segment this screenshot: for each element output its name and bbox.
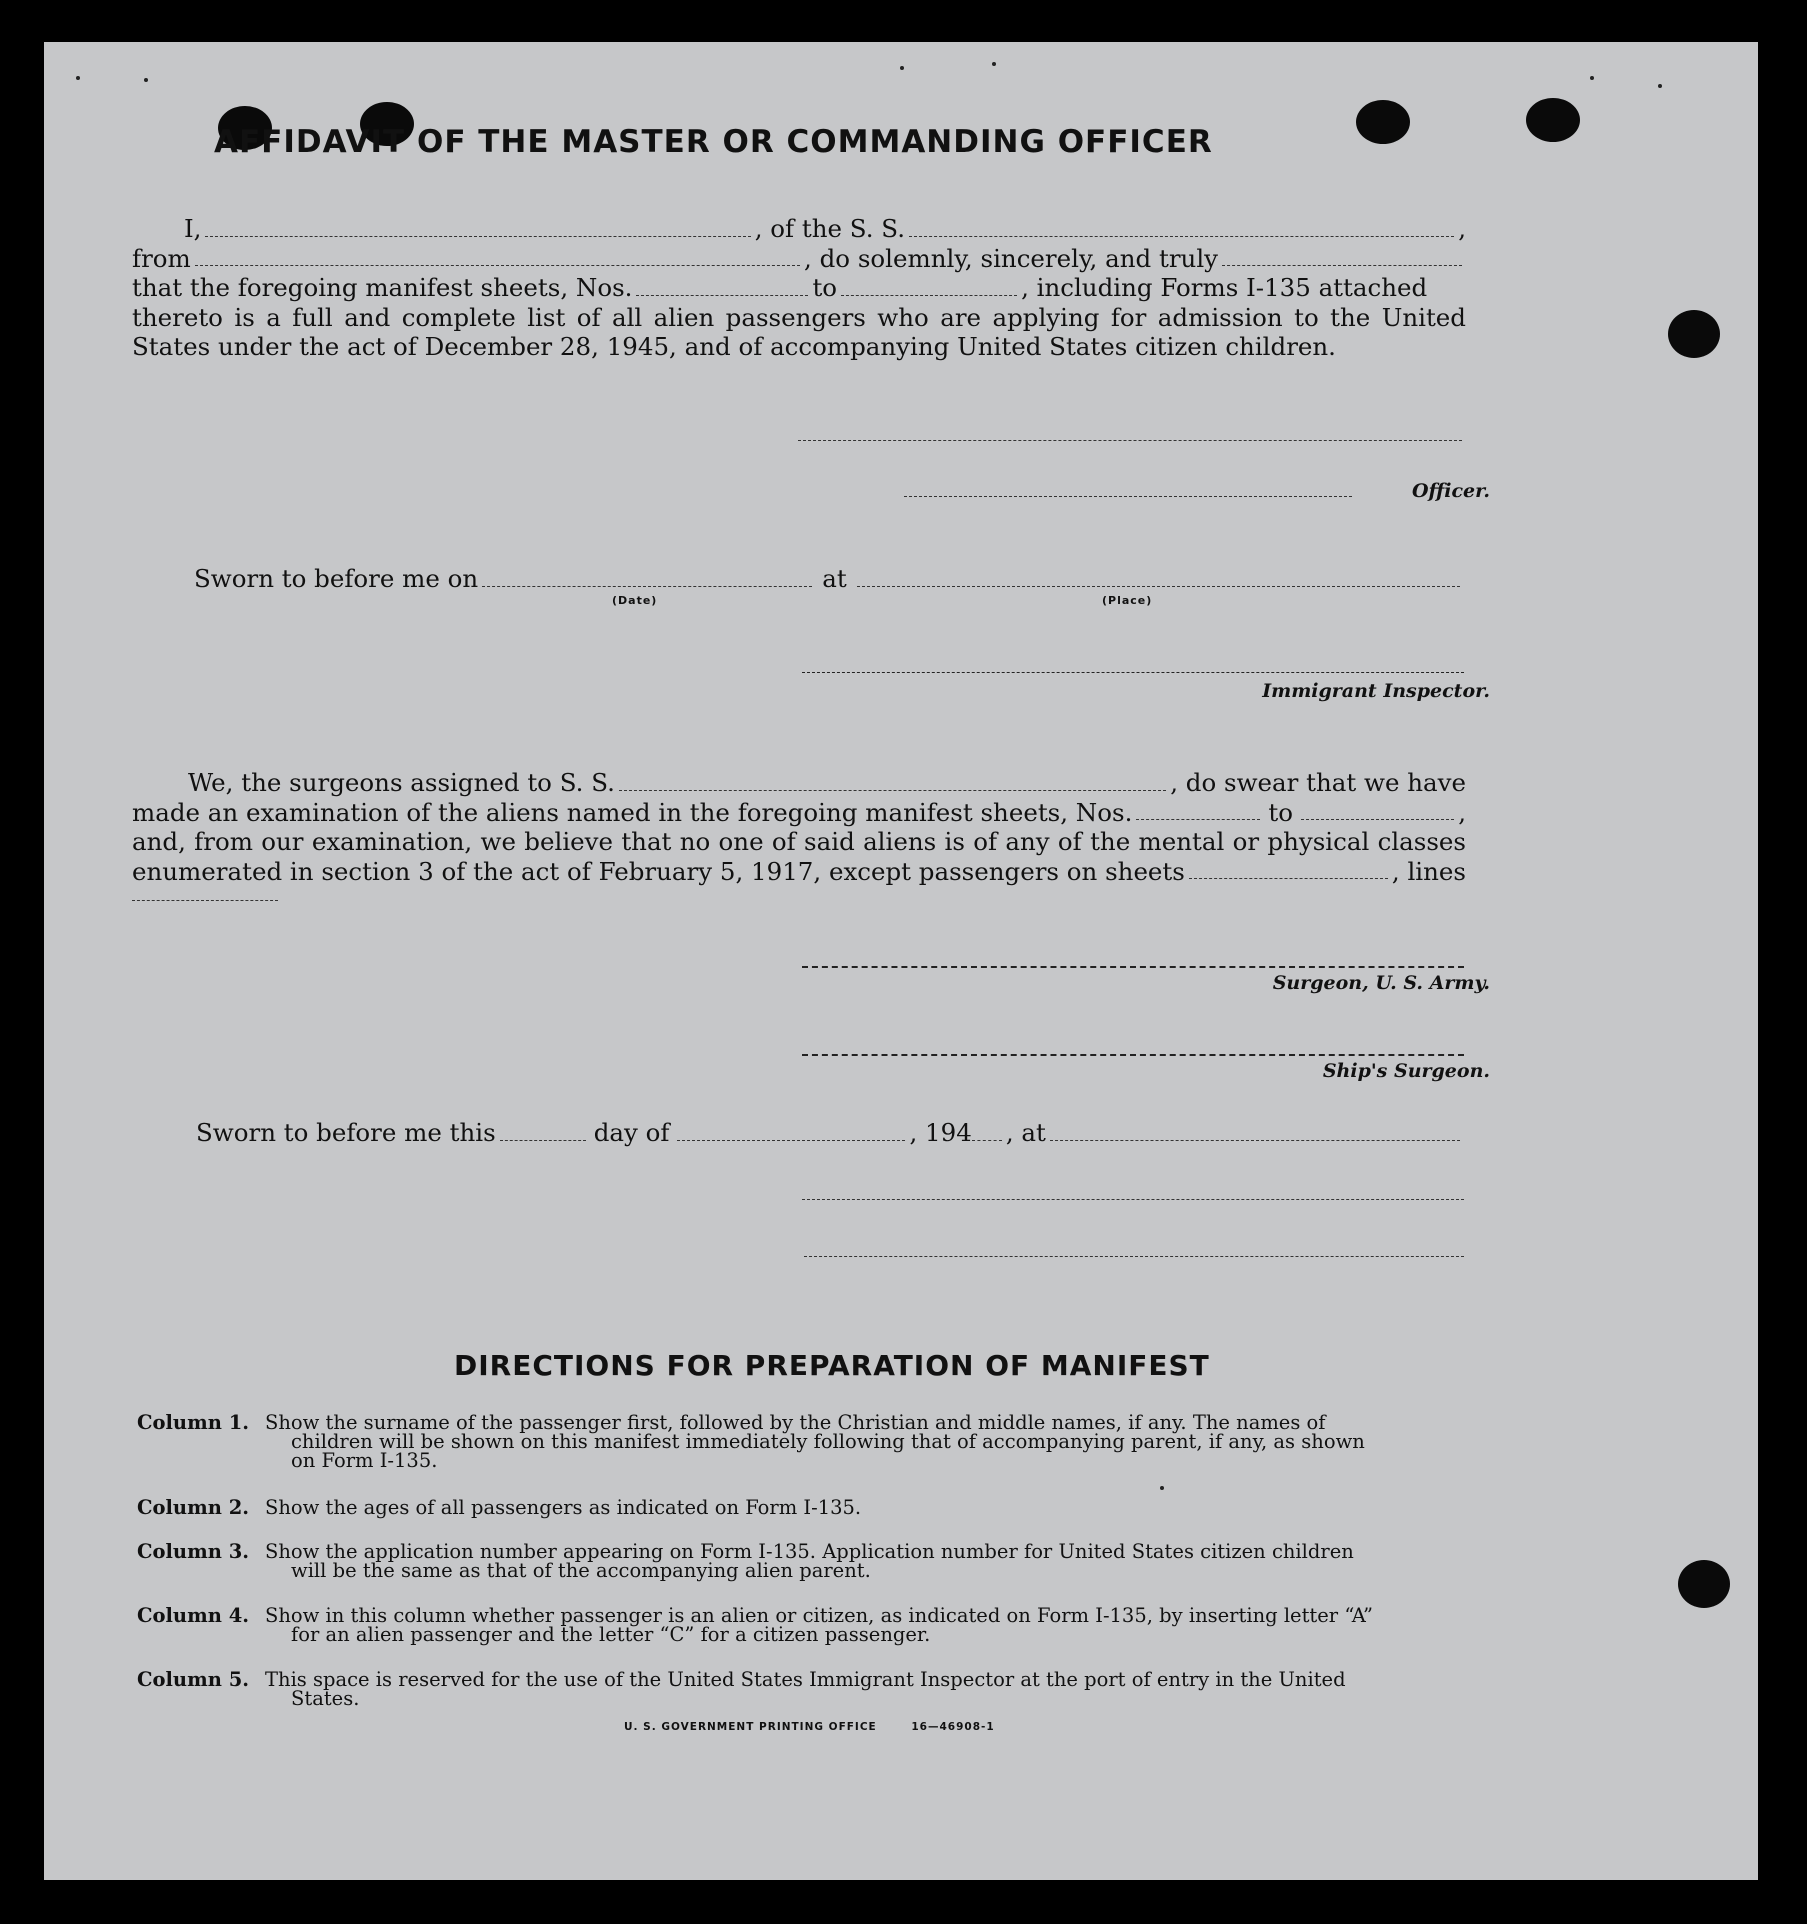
text: I, — [184, 214, 202, 243]
text: Sworn to before me this — [196, 1118, 496, 1147]
day-blank[interactable] — [500, 1140, 586, 1141]
speck — [900, 66, 904, 70]
column-label: Column 5. — [137, 1668, 250, 1691]
text: made an examination of the aliens named in the foregoing manifest sheets, Nos. — [132, 797, 1133, 827]
place-blank[interactable] — [857, 586, 1460, 587]
direction-text: States. — [291, 1687, 360, 1710]
direction-text: This space is reserved for the use of the United States Immigrant Inspector at the port of entry in the United — [265, 1668, 1346, 1691]
month-blank[interactable] — [677, 1140, 905, 1141]
place-caption: (Place) — [1102, 594, 1153, 607]
text: , including Forms I-135 attached — [1021, 273, 1428, 302]
sworn-place-blank[interactable] — [1050, 1140, 1460, 1141]
direction-item — [137, 1670, 1477, 1708]
printer-name: U. S. GOVERNMENT PRINTING OFFICE — [624, 1721, 877, 1733]
ship-surgeon-label: Ship's Surgeon. — [1322, 1060, 1490, 1082]
speck — [144, 78, 148, 82]
direction-item — [137, 1542, 1477, 1580]
text: Sworn to before me on — [194, 564, 479, 593]
officer-label: Officer. — [1411, 480, 1490, 502]
oath-blank[interactable] — [1222, 265, 1462, 266]
text: , lines — [1391, 856, 1466, 886]
officer-signature-line[interactable] — [798, 440, 1462, 441]
direction-text: on Form I-135. — [291, 1449, 438, 1472]
lines-blank[interactable] — [132, 900, 278, 901]
directions-title: DIRECTIONS FOR PREPARATION OF MANIFEST — [454, 1349, 1210, 1382]
text: , of the S. S. — [754, 214, 905, 243]
sheet-to-blank[interactable] — [841, 295, 1017, 296]
text: day of — [593, 1118, 670, 1147]
year-blank[interactable] — [972, 1140, 1002, 1141]
ship-name-blank[interactable] — [909, 236, 1454, 237]
date-caption: (Date) — [612, 594, 658, 607]
direction-text: for an alien passenger and the letter “C” for a citizen passenger. — [291, 1623, 931, 1646]
column-label: Column 2. — [137, 1496, 250, 1519]
speck — [1590, 76, 1594, 80]
text: that the foregoing manifest sheets, Nos. — [132, 273, 633, 302]
army-surgeon-signature-line[interactable] — [802, 966, 1464, 968]
inspector-signature-line[interactable] — [802, 672, 1464, 673]
text: , do solemnly, sincerely, and truly — [804, 243, 1218, 273]
text: to — [1268, 797, 1293, 827]
official-signature-line[interactable] — [802, 1199, 1464, 1200]
direction-item — [137, 1413, 1477, 1470]
officer-title-line[interactable] — [904, 496, 1352, 497]
date-blank[interactable] — [482, 586, 812, 587]
text: to — [812, 273, 838, 302]
text: , at — [1005, 1118, 1046, 1147]
speck — [992, 62, 996, 66]
sheet-from-blank[interactable] — [636, 295, 808, 296]
direction-text: will be the same as that of the accompanying alien parent. — [291, 1559, 871, 1582]
speck — [1658, 84, 1662, 88]
official-title-line[interactable] — [804, 1256, 1464, 1257]
punch-hole — [1678, 1560, 1730, 1608]
text: enumerated in section 3 of the act of February 5, 1917, except passengers on sheets — [132, 856, 1185, 886]
inspector-label: Immigrant Inspector. — [1262, 680, 1490, 702]
direction-item — [137, 1498, 1477, 1517]
direction-text: children will be shown on this manifest immediately following that of accompanying parent, if any, as shown — [291, 1430, 1365, 1453]
direction-item — [137, 1606, 1477, 1644]
surgeon-sheet-from-blank[interactable] — [1136, 819, 1260, 820]
surgeon-sheet-to-blank[interactable] — [1301, 819, 1454, 820]
sworn-statement — [194, 564, 1464, 594]
form-code: 16—46908-1 — [911, 1721, 995, 1733]
affidavit-title: AFFIDAVIT OF THE MASTER OR COMMANDING OFFICER — [214, 124, 1213, 160]
form-sheet — [44, 42, 1758, 1880]
text: We, the surgeons assigned to S. S. — [188, 768, 615, 797]
text: , — [1458, 214, 1467, 243]
army-surgeon-label: Surgeon, U. S. Army. — [1272, 972, 1490, 994]
surgeon-ship-blank[interactable] — [619, 790, 1166, 791]
text: States under the act of December 28, 1945, and of accompanying United States citizen children. — [132, 332, 1336, 361]
text: and, from our examination, we believe that no one of said aliens is of any of the mental or physical classes — [132, 827, 1466, 856]
column-label: Column 1. — [137, 1411, 250, 1434]
sworn-statement-2 — [196, 1118, 1464, 1148]
text: , do swear that we have — [1170, 768, 1466, 797]
text: , — [1458, 797, 1466, 827]
direction-text: Show the application number appearing on Form I-135. Application number for United States citizen children — [265, 1540, 1354, 1563]
text: from — [132, 243, 191, 273]
ship-surgeon-signature-line[interactable] — [802, 1054, 1464, 1056]
speck — [76, 76, 80, 80]
affidavit-paragraph — [132, 214, 1466, 362]
text: , 194 — [909, 1118, 972, 1147]
from-port-blank[interactable] — [195, 265, 800, 266]
speck — [1160, 1486, 1164, 1490]
direction-text: Show the ages of all passengers as indicated on Form I-135. — [265, 1496, 862, 1519]
direction-text: Show the surname of the passenger first, followed by the Christian and middle names, if any. The names of — [265, 1411, 1326, 1434]
text: thereto is a full and complete list of all alien passengers who are applying for admission to the United — [132, 302, 1466, 332]
except-sheets-blank[interactable] — [1189, 878, 1388, 879]
master-name-blank[interactable] — [205, 236, 750, 237]
column-label: Column 3. — [137, 1540, 250, 1563]
direction-text: Show in this column whether passenger is an alien or citizen, as indicated on Form I-135, by inserting letter “A” — [265, 1604, 1373, 1627]
text: at — [822, 564, 847, 593]
surgeons-paragraph — [132, 768, 1466, 908]
printer-imprint — [624, 1721, 995, 1733]
column-label: Column 4. — [137, 1604, 250, 1627]
punch-hole — [1668, 310, 1720, 358]
